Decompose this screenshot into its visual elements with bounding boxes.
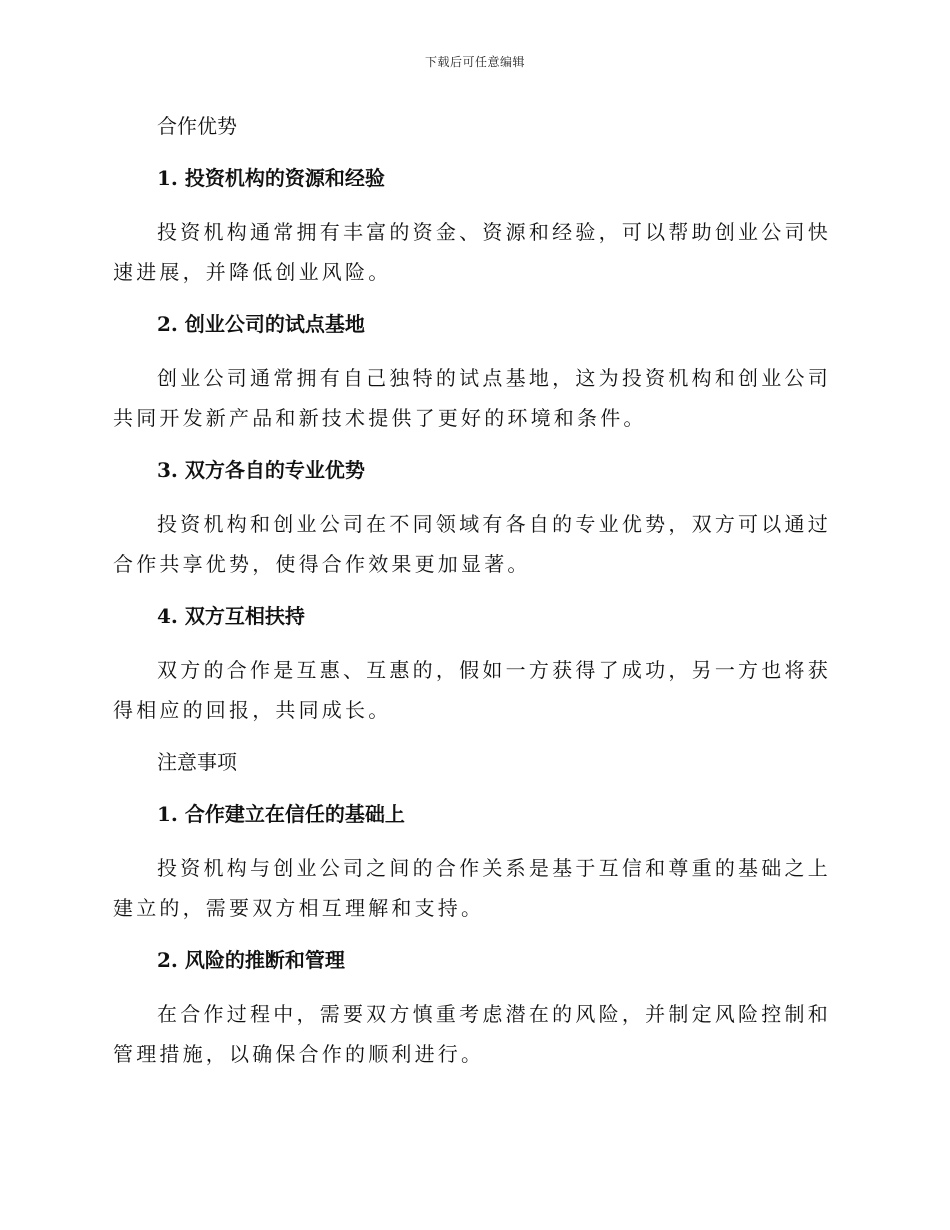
section-title-advantages: 合作优势 <box>157 114 237 138</box>
page-header: 下载后可任意编辑 <box>424 55 525 69</box>
item-paragraph: 投资机构和创业公司在不同领域有各自的专业优势，双方可以通过合作共享优势，使得合作效果更加显著。 <box>113 512 831 576</box>
item-paragraph: 投资机构通常拥有丰富的资金、资源和经验，可以帮助创业公司快速进展，并降低创业风险。 <box>113 220 831 284</box>
item-heading: 4. 双方互相扶持 <box>157 604 305 628</box>
item-paragraph: 创业公司通常拥有自己独特的试点基地，这为投资机构和创业公司共同开发新产品和新技术提供了更好的环境和条件。 <box>113 366 831 430</box>
item-paragraph: 双方的合作是互惠、互惠的，假如一方获得了成功，另一方也将获得相应的回报，共同成长。 <box>113 658 831 722</box>
section-title-notes: 注意事项 <box>157 750 237 774</box>
document-body <box>113 108 831 1088</box>
item-heading: 1. 投资机构的资源和经验 <box>157 166 385 190</box>
item-heading: 2. 创业公司的试点基地 <box>157 312 365 336</box>
item-heading: 3. 双方各自的专业优势 <box>157 458 365 482</box>
item-paragraph: 在合作过程中，需要双方慎重考虑潜在的风险，并制定风险控制和管理措施，以确保合作的顺利进行。 <box>113 1002 831 1066</box>
item-paragraph: 投资机构与创业公司之间的合作关系是基于互信和尊重的基础之上建立的，需要双方相互理解和支持。 <box>113 856 831 920</box>
item-heading: 1. 合作建立在信任的基础上 <box>157 802 405 826</box>
item-heading: 2. 风险的推断和管理 <box>157 948 345 972</box>
